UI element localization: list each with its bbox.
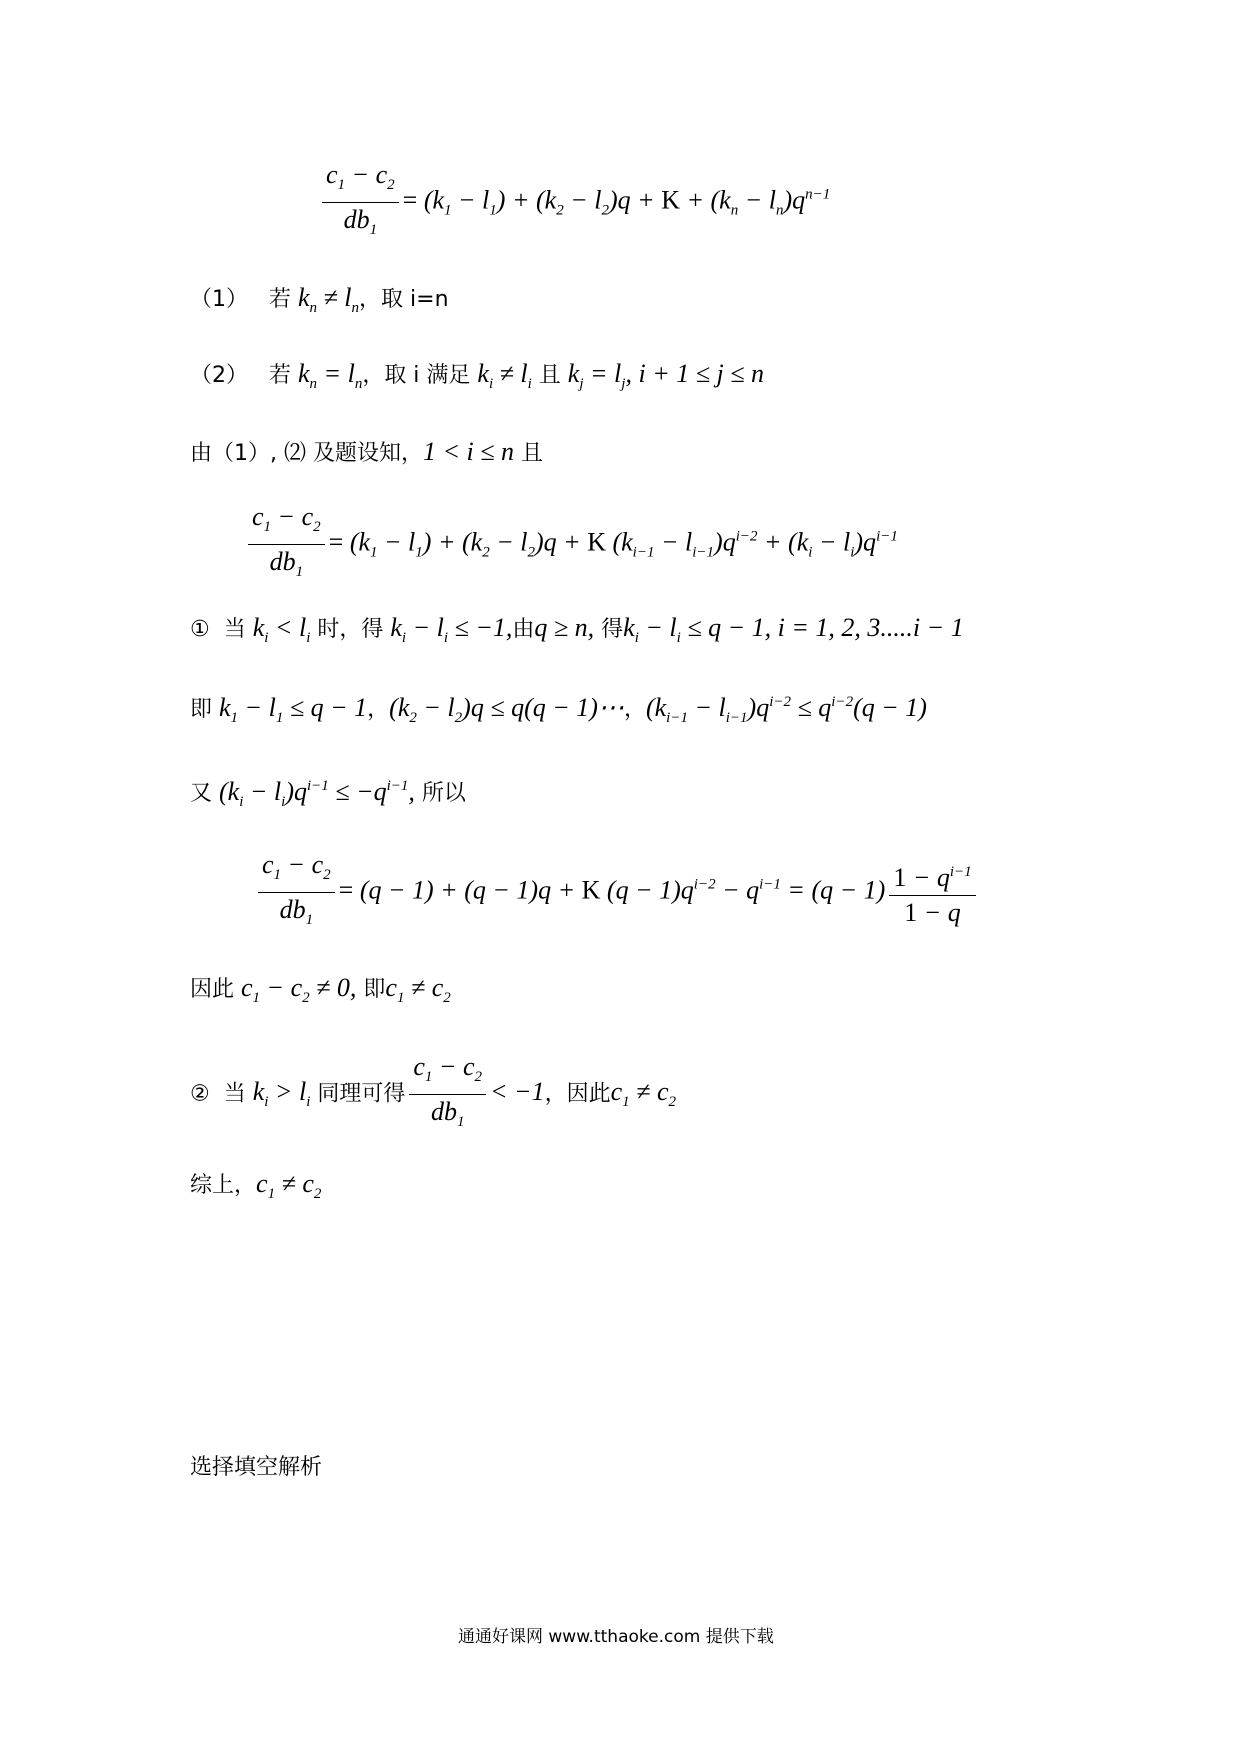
equation-3: $\frac{c_1 - c_2}{db_1}$ = (q − 1) + (q − 1)q + K $(q - 1)q^{i-2} - q^{i-1} = (q - 1)$ $\frac{1 - q^{i-1}}{1 - q}$ [254,848,980,937]
conclusion-line: 由（1）, ⑵ 及题设知，1 < i ≤ n 且 [190,437,544,466]
section-title: 选择填空解析 [190,1455,323,1480]
item-1: ① 当 $k_i < l_i$ 时，得 $k_i - l_i \le -1$,由q ≥ n, 得$k_i - l_i \le q - 1$, i = 1, 2, 3.....i − 1 [190,613,964,646]
fraction: $\frac{c_1 - c_2}{db_1}$ [248,500,325,589]
item-1-also: 又 $(k_i - l_i)q^{i-1} \le -q^{i-1}$, 所以 [190,777,466,810]
equation-1: $\frac{c_1 - c_2}{db_1}$ = $(k_1 - l_1) + (k_2 - l_2)q + K + (k_n - l_n)q^{n-1}$ [318,158,830,247]
summary: 综上，$c_1 \ne c_2$ [190,1169,322,1202]
fraction: $\frac{c_1 - c_2}{db_1}$ [322,158,399,247]
case-2: （2） 若 $k_n = l_n$，取 i 满足 $k_i \ne l_i$ 且 $k_j = l_j$, i + 1 ≤ j ≤ n [190,359,764,392]
fraction: $\frac{c_1 - c_2}{db_1}$ [258,848,335,937]
fraction: $\frac{c_1 - c_2}{db_1}$ [409,1050,486,1139]
equation-2: $\frac{c_1 - c_2}{db_1}$ = $(k_1 - l_1) + (k_2 - l_2)q + K$ $(k_{i-1} - l_{i-1})q^{i-2} + (k_i - l_i)q^{i-1}$ [244,500,898,589]
item-2: ② 当 $k_i > l_i$ 同理可得 $\frac{c_1 - c_2}{db_1}$ < −1，因此$c_1 \ne c_2$ [190,1050,676,1139]
item-1-result: 因此 $c_1 - c_2 \ne 0$, 即$c_1 \ne c_2$ [190,973,451,1006]
case-1: （1） 若 $k_n \ne l_n$，取 i=n [190,283,449,316]
fraction: $\frac{1 - q^{i-1}}{1 - q}$ [889,855,975,930]
footer-text: 通通好课网 www.tthaoke.com 提供下载 [458,1627,774,1647]
item-1-continuation: 即 $k_1 - l_1 \le q - 1$，$(k_2 - l_2)q \le q(q$ − 1)⋯，$(k_{i-1} - l_{i-1})q^{i-2} \le q^{i-2}(q - 1)$ [190,693,927,726]
